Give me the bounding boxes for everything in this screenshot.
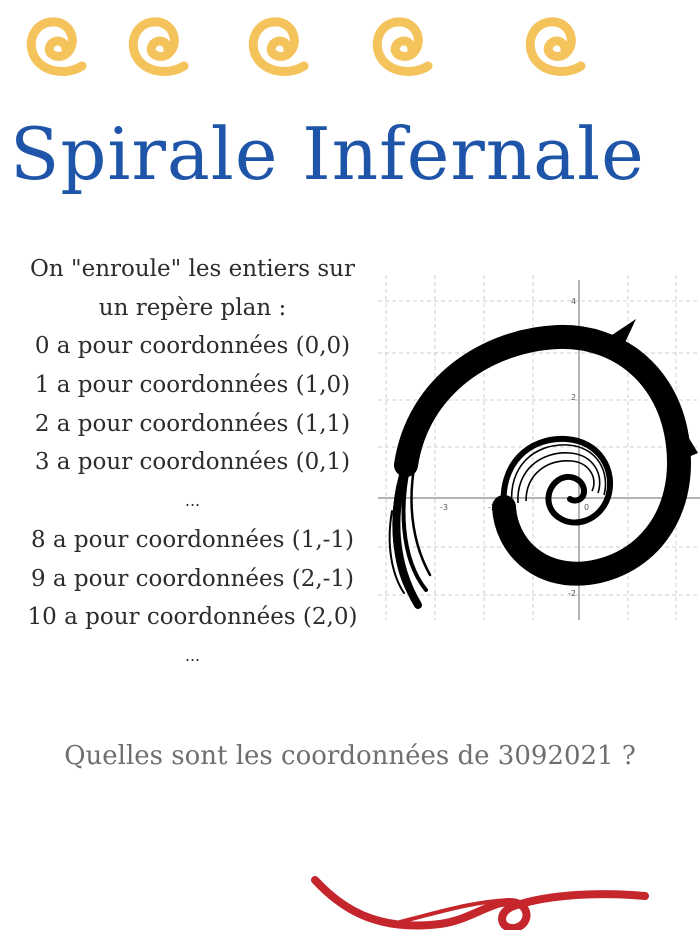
intro-line: 10 a pour coordonnées (2,0) [27,604,358,631]
y-tick-label: 4 [571,297,577,306]
question-text: Quelles sont les coordonnées de 3092021 ? [64,741,636,771]
intro-line: un repère plan : [98,294,287,321]
swirl-ornament-5 [505,0,595,84]
intro-line: 0 a pour coordonnées (0,0) [34,333,351,360]
x-tick-label: -3 [440,503,448,512]
intro-ellipsis: ... [184,645,201,665]
intro-line: On "enroule" les entiers sur [30,256,355,282]
intro-line: 1 a pour coordonnées (1,0) [34,372,351,399]
intro-line: 3 a pour coordonnées (0,1) [34,449,351,476]
x-tick-label: -2 [488,503,496,512]
spiral-outer-arc [406,337,679,574]
y-tick-label: 2 [571,393,577,402]
swirl-ornament-4 [352,0,442,84]
intro-text [0,250,385,676]
y-tick-label: -2 [568,589,576,598]
intro-line: 8 a pour coordonnées (1,-1) [30,526,355,553]
ribbon-ornament [300,872,680,930]
intro-ellipsis: ... [184,491,201,511]
intro-line: 9 a pour coordonnées (2,-1) [30,565,355,592]
x-tick-label: 0 [584,503,590,512]
swirl-ornament-2 [108,0,198,84]
swirl-ornament-3 [228,0,318,84]
page-title: Spirale Infernale [10,112,645,196]
intro-line: 2 a pour coordonnées (1,1) [34,410,351,437]
spiral-grid-illustration [378,275,700,630]
swirl-ornament-1 [6,0,96,84]
